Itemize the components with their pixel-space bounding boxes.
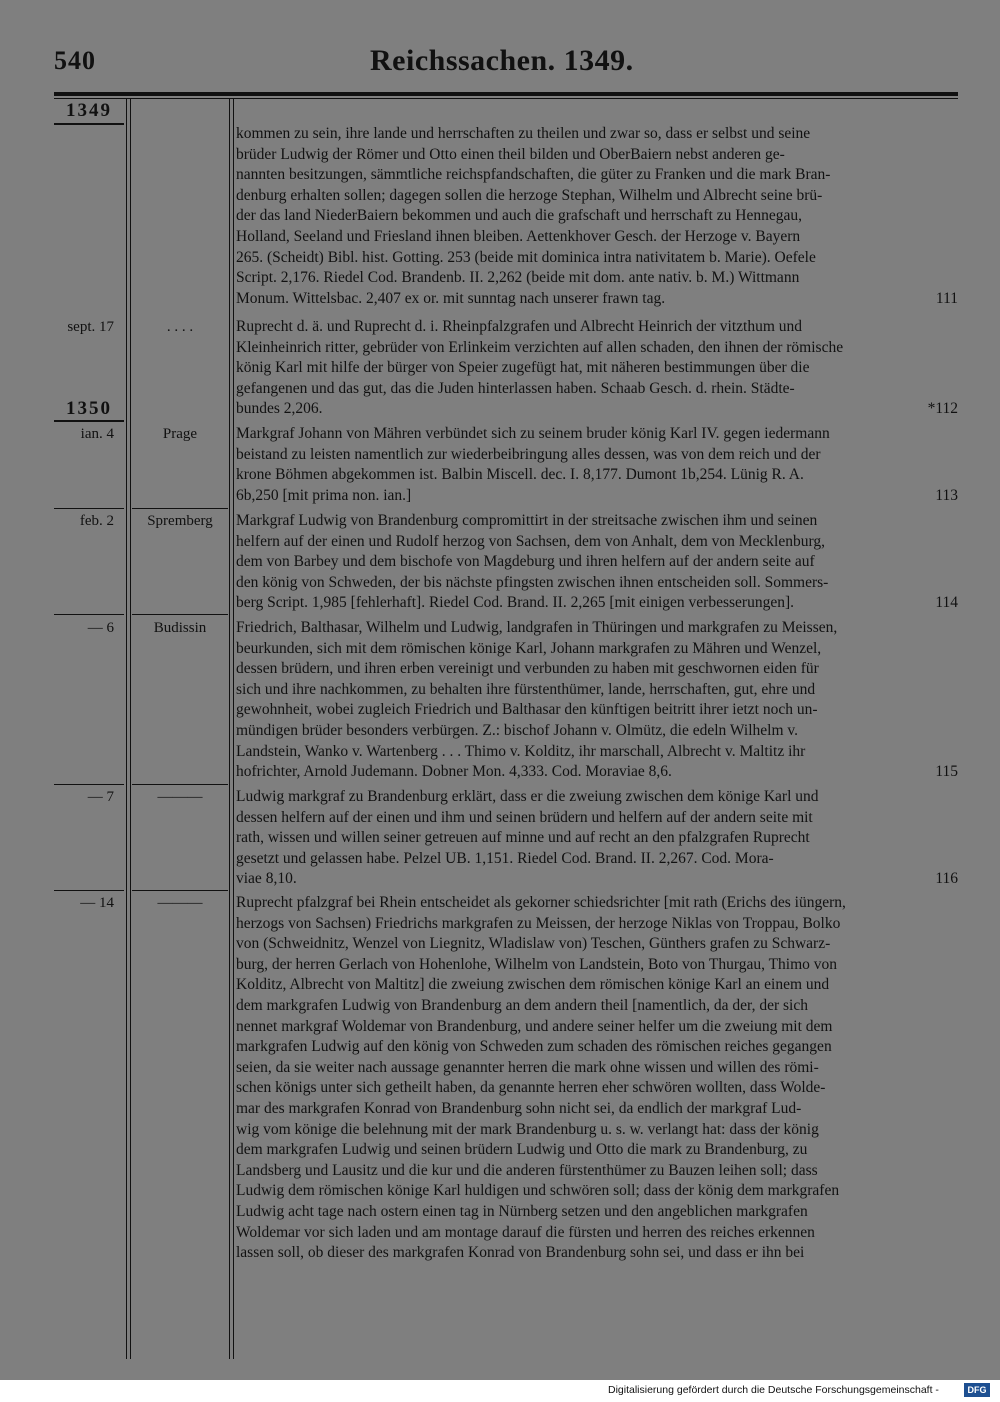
text-line [236, 762, 958, 783]
text-line: beistand zu leisten namentlich zur wiederbeibringung alles dessen, was von dem reich und der [236, 445, 821, 463]
dfg-logo: DFG [964, 1383, 990, 1397]
text-line: rath, wissen und willen seiner getreuen auf minne und auf recht an den pfalzgrafen Ruprecht [236, 829, 810, 847]
entry-number: 111 [935, 289, 958, 307]
text-line: Ludwig dem römischen könige Karl huldigen und schwören soll; dass der könig dem markgrafen [236, 1182, 840, 1200]
text-line: wig vom könige die belehnung mit der mark Brandenburg u. s. w. verlangt hat: dass der könig [236, 1120, 819, 1138]
text-line: gesetzt und gelassen habe. Pelzel UB. 1,151. Riedel Cod. Brand. II. 2,267. Cod. Mora- [236, 849, 774, 867]
text-line [236, 869, 958, 890]
text-line: Ludwig acht tage nach ostern einen tag in Nürnberg setzen und den angeblichen markgrafen [236, 1202, 808, 1220]
entry-place: . . . . [166, 319, 194, 335]
entry-place: ——— [157, 789, 203, 805]
text-line-content: Monum. Wittelsbac. 2,407 ex or. mit sunntag nach unserer frawn tag. [236, 289, 666, 307]
entry-date: — 14 [80, 895, 114, 911]
text-line: Kolditz, Albrecht von Maltitz] die zweiung zwischen dem römischen könige Karl an einem und [236, 976, 830, 994]
text-line: Holland, Seeland und Friesland ihnen bleiben. Aettenkhover Gesch. der Herzoge v. Bayern [236, 227, 801, 245]
text-line [236, 399, 958, 420]
entry-divider [54, 784, 124, 785]
text-line: herzogs von Sachsen) Friedrichs markgrafen zu Meissen, der herzoge Niklas von Troppau, Bolko [236, 914, 841, 932]
text-line: Woldemar vor sich laden und am montage darauf die fürsten und herren des reiches erkennen [236, 1223, 815, 1241]
text-line: burg, der herren Gerlach von Hohenlohe, Wilhelm von Landstein, Boto von Thurgau, Thimo von [236, 955, 838, 973]
entry-place: Spremberg [147, 513, 213, 529]
entry-divider [132, 784, 228, 785]
text-line: den könig von Schweden, der bis nächste pfingsten zwischen ihnen entscheiden soll. Sommers- [236, 573, 829, 591]
text-line: markgrafen Ludwig auf den könig von Schweden zum schaden des römischen reiches gegangen [236, 1038, 832, 1056]
entry-text [236, 424, 958, 506]
text-line: dessen helfern auf der einen und ihm und seinen brüdern und helfern auf der andern seite mit [236, 808, 813, 826]
column-rule [126, 99, 127, 1359]
text-line: Landsberg und Lausitz und die kur und die anderen fürstenthümer zu Bauzen leihen soll; dass [236, 1161, 818, 1179]
entry-divider [54, 614, 124, 615]
text-line: Ruprecht pfalzgraf bei Rhein entscheidet als gekorner schiedsrichter [mit rath (Erichs des iüngern, [236, 894, 846, 911]
column-rule [130, 99, 131, 1359]
entry-place: Budissin [153, 620, 207, 636]
text-line [236, 593, 958, 614]
text-line [236, 486, 958, 507]
entry-date: — 7 [87, 789, 114, 805]
entry-number: 113 [935, 486, 958, 504]
text-line: Friedrich, Balthasar, Wilhelm und Ludwig, landgrafen in Thüringen und markgrafen zu Meissen, [236, 619, 838, 636]
header-rule-thin [54, 98, 958, 99]
text-line: Landstein, Wanko v. Wartenberg . . . Thimo v. Kolditz, ihr marschall, Albrecht v. Maltitz ihr [236, 742, 806, 760]
entry-date: ian. 4 [80, 426, 114, 442]
text-line: mündigen brüder besonders verbürgen. Z.: bischof Johann v. Olmütz, die edeln Wilhelm v. [236, 721, 798, 739]
column-rule [233, 99, 234, 1359]
entry-date: — 6 [87, 620, 114, 636]
text-line-content: berg Script. 1,985 [fehlerhaft]. Riedel Cod. Brand. II. 2,265 [mit einigen verbesserungen]. [236, 594, 794, 612]
text-line: nannten besitzungen, sämmtliche reichspfandschaften, die güter zu Franken und die mark Bran- [236, 166, 831, 184]
text-line: beurkunden, sich mit dem römischen könige Karl, Johann markgrafen zu Mähren und Wenzel, [236, 639, 822, 657]
text-line-content: hofrichter, Arnold Judemann. Dobner Mon. 4,333. Cod. Moraviae 8,6. [236, 763, 672, 781]
text-line: dem von Barbey und dem bischofe von Magdeburg und ihren helfern auf der andern seite auf [236, 553, 815, 571]
text-line: nennet markgraf Woldemar von Brandenburg, und andere seiner helfer um die zweiung mit dem [236, 1017, 833, 1035]
year-label-1350: 1350 [54, 398, 124, 422]
footer-credit: Digitalisierung gefördert durch die Deutsche Forschungsgemeinschaft - [608, 1384, 939, 1396]
year-label-1349: 1349 [54, 99, 124, 125]
entry-divider [132, 890, 228, 891]
text-line: Script. 2,176. Riedel Cod. Brandenb. II. 2,262 (beide mit dom. ante nativ. b. M.) Wittmann [236, 269, 800, 287]
text-line: mar des markgrafen Konrad von Brandenburg sohn nicht sei, da endlich der markgraf Lud- [236, 1099, 802, 1117]
text-line: denburg erhalten sollen; dagegen sollen die herzoge Stephan, Wilhelm und Albrecht seine brü- [236, 186, 823, 204]
text-line: krone Böhmen abgekommen ist. Balbin Miscell. dec. I. 8,177. Dumont 1b,254. Lünig R. A. [236, 466, 804, 484]
column-rule [229, 99, 230, 1359]
running-title: Reichssachen. 1349. [370, 44, 634, 77]
entry-text [236, 893, 958, 1264]
entry-date: feb. 2 [79, 513, 114, 529]
text-line: schen königs unter sich getheilt haben, da genannte herren eher schwören wollten, dass Wolde- [236, 1079, 826, 1097]
text-line: gewohnheit, wobei zugleich Friedrich und Balthasar den künftigen beitritt ihrer ietzt noch un- [236, 701, 818, 719]
entry-divider [54, 890, 124, 891]
text-line-content: 6b,250 [mit prima non. ian.] [236, 486, 412, 504]
text-line: Ludwig markgraf zu Brandenburg erklärt, dass er die zweiung zwischen dem könige Karl und [236, 788, 819, 805]
text-line: kommen zu sein, ihre lande und herrschaften zu theilen und zwar so, dass er selbst und seine [236, 125, 811, 142]
text-line: dessen brüdern, und ihren erben vereinigt und verbunden zu haben mit geschwornen eiden für [236, 660, 819, 678]
text-line: könig Karl mit hilfe der bürger von Speier zugefügt hat, mit näheren bestimmungen über die [236, 359, 810, 377]
entry-number: 115 [935, 763, 958, 781]
entry-divider [132, 508, 228, 509]
entry-number: *112 [927, 400, 958, 418]
entry-date: sept. 17 [67, 319, 114, 335]
text-line [236, 289, 958, 310]
entry-number: 114 [935, 594, 958, 612]
entry-divider [132, 614, 228, 615]
entry-text [236, 511, 958, 614]
text-line: Markgraf Johann von Mähren verbündet sich zu seinem bruder könig Karl IV. gegen iedermann [236, 425, 830, 442]
entry-text [236, 124, 958, 309]
text-line: sich und ihre nachkommen, zu behalten ihre fürstenthümer, lande, herrschaften, gut, ehre und [236, 680, 816, 698]
entry-text [236, 787, 958, 890]
text-line: brüder Ludwig der Römer und Otto einen theil bilden und OberBaiern nebst anderen ge- [236, 145, 785, 163]
text-line: Kleinheinrich ritter, gebrüder von Erlinkeim verzichten auf allen schaden, den ihnen der römische [236, 338, 844, 356]
text-line-content: bundes 2,206. [236, 400, 323, 418]
header-rule [54, 92, 958, 96]
text-line: lassen soll, ob dieser des markgrafen Konrad von Brandenburg sohn sei, und dass er ihn bei [236, 1244, 805, 1262]
text-line-content: viae 8,10. [236, 870, 297, 888]
entry-place: ——— [157, 895, 203, 911]
text-line: von (Schweidnitz, Wenzel von Liegnitz, Wladislaw von) Teschen, Günthers grafen zu Schwarz- [236, 935, 831, 953]
text-line: dem markgrafen Ludwig von Brandenburg an dem andern theil [namentlich, da der, der sich [236, 996, 808, 1014]
text-line: gefangenen und das gut, das die Juden hinterlassen haben. Schaab Gesch. d. rhein. Städte- [236, 379, 795, 397]
entry-divider [54, 508, 124, 509]
entry-text [236, 618, 958, 783]
entry-number: 116 [935, 870, 958, 888]
page-number: 540 [54, 46, 96, 75]
text-line: dem markgrafen Ludwig und seinen brüdern Ludwig und Otto die mark zu Brandenburg, zu [236, 1141, 808, 1159]
text-line: Markgraf Ludwig von Brandenburg compromittirt in der streitsache zwischen ihm und seinen [236, 512, 818, 529]
text-line: 265. (Scheidt) Bibl. hist. Gotting. 253 (beide mit dominica intra nativitatem b. Marie). Oefele [236, 248, 816, 266]
text-line: seien, da sie weiter nach aussage genannter herren die mark ohne wissen und willen des römi- [236, 1058, 819, 1076]
text-line: Ruprecht d. ä. und Ruprecht d. i. Rheinpfalzgrafen und Albrecht Heinrich der vitzthum und [236, 318, 803, 335]
entry-place: Prage [162, 426, 198, 442]
text-line: helfern auf der einen und Rudolf herzog von Sachsen, dem von Anhalt, dem von Mecklenburg, [236, 532, 825, 550]
text-line: der das land NiederBaiern bekommen und auch die grafschaft und herrschaft zu Hennegau, [236, 207, 802, 225]
entry-text [236, 317, 958, 420]
